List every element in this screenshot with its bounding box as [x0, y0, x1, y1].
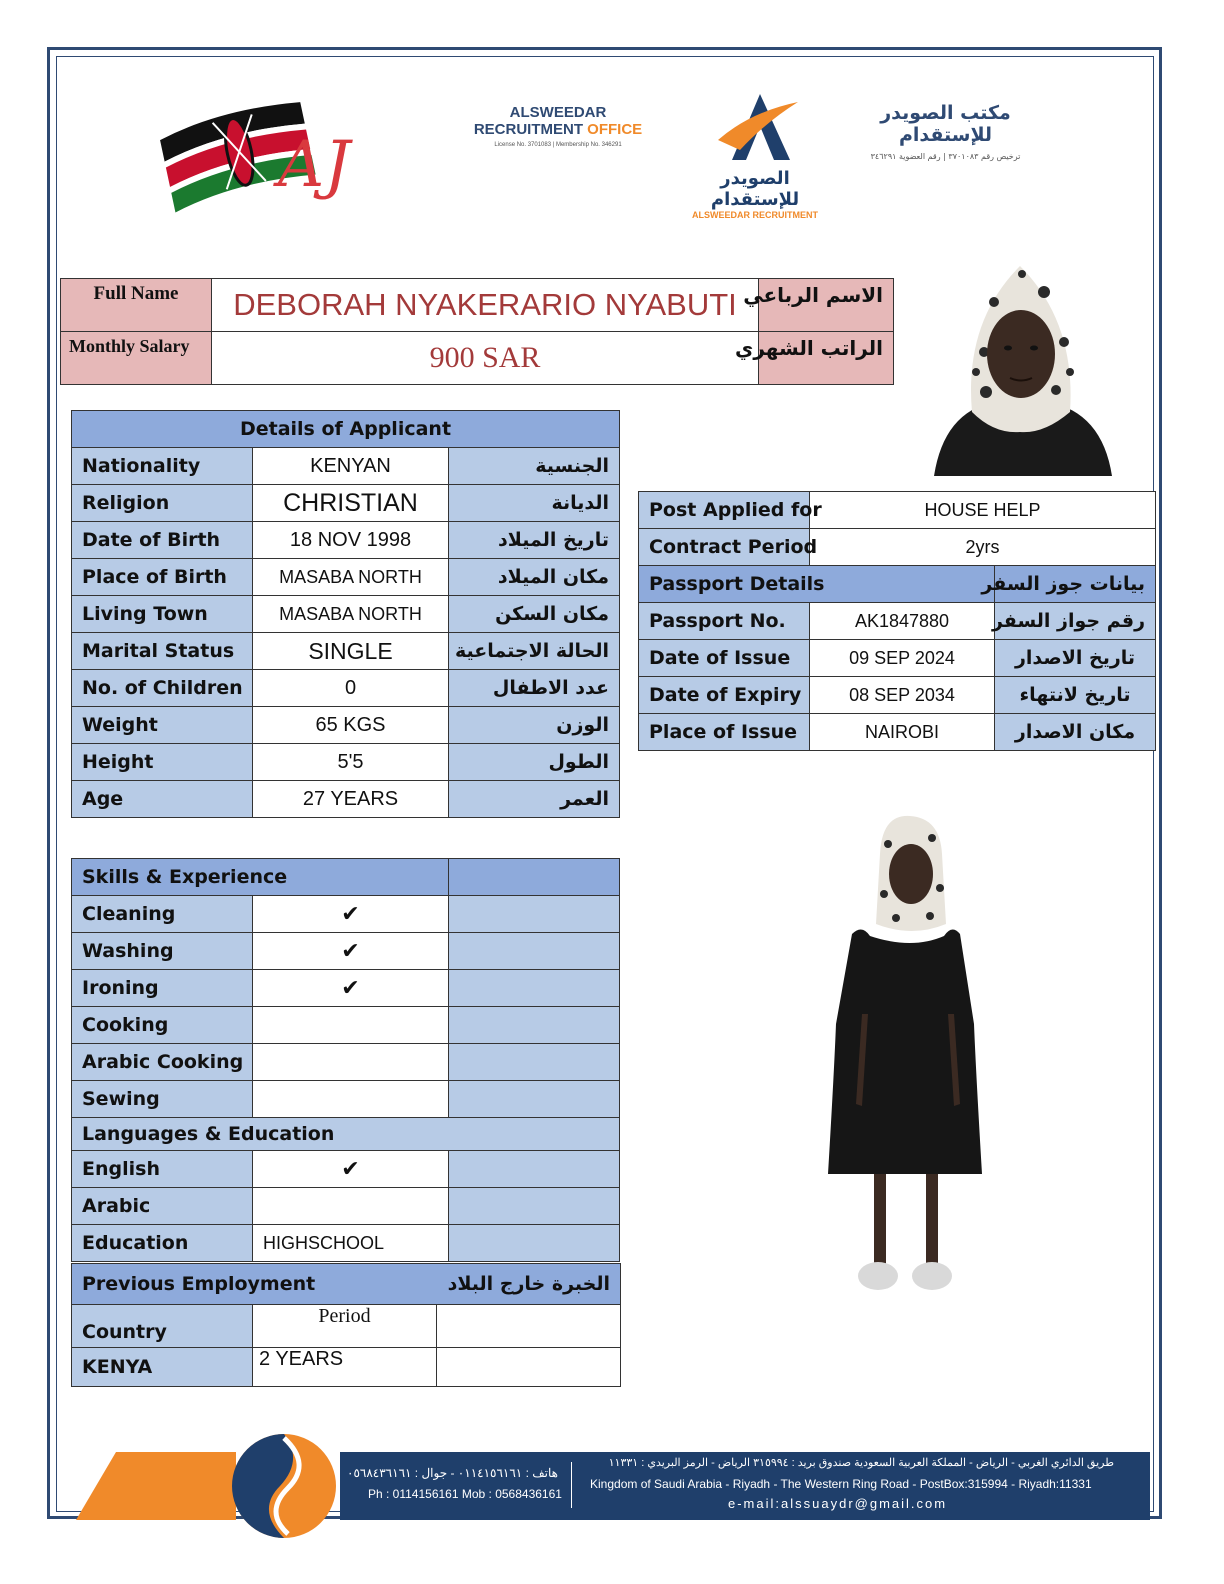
employment-country-header: Country — [72, 1305, 253, 1348]
alsweedar-center-logo — [680, 92, 830, 220]
language-label: Arabic — [72, 1188, 253, 1225]
post-label: Contract Period — [639, 529, 810, 566]
skill-label: Cooking — [72, 1007, 253, 1044]
footer-address-en: Kingdom of Saudi Arabia - Riyadh - The Western Ring Road - PostBox:315994 - Riyadh:11331 — [590, 1477, 1092, 1491]
footer-phone-en: Ph : 0114156161 Mob : 0568436161 — [368, 1487, 562, 1501]
employment-blank — [437, 1348, 621, 1387]
center-logo-en: ALSWEEDAR RECRUITMENT — [692, 210, 818, 220]
skill-label: Cleaning — [72, 896, 253, 933]
passport-ar-label: تاريخ لانتهاء — [995, 677, 1156, 714]
skill-check: ✔ — [253, 970, 449, 1007]
post-value: 2yrs — [810, 529, 1156, 566]
details-label: Age — [72, 781, 253, 818]
employment-country: KENYA — [72, 1348, 253, 1387]
details-label: Marital Status — [72, 633, 253, 670]
footer-address-ar: طريق الدائري الغربي - الرياض - المملكة العربية السعودية صندوق بريد : ٣١٥٩٩٤ الرياض - الرمز البريدي : ١١٣٣١ — [608, 1457, 1114, 1469]
language-blank — [449, 1151, 620, 1188]
skill-row — [72, 933, 620, 970]
salary-label: Monthly Salary — [61, 332, 212, 385]
language-row — [72, 1151, 620, 1188]
passport-row — [639, 603, 1156, 640]
skills-header: Skills & Experience — [72, 859, 449, 896]
details-value: MASABA NORTH — [253, 596, 449, 633]
right-logo-sub: ترخيص رقم ٣٧٠١٠٨٣ | رقم العضوية ٣٤٦٢٩١ — [870, 152, 1021, 161]
skill-check — [253, 1007, 449, 1044]
employment-table — [71, 1263, 621, 1387]
details-ar-label: الجنسية — [449, 448, 620, 485]
skill-label: Sewing — [72, 1081, 253, 1118]
passport-value: AK1847880 — [810, 603, 995, 640]
office-logo-license: License No. 3701083 | Membership No. 346291 — [494, 142, 622, 148]
skill-label: Washing — [72, 933, 253, 970]
skill-row — [72, 970, 620, 1007]
office-logo-recruitment: RECRUITMENT — [473, 121, 583, 138]
passport-row — [639, 714, 1156, 751]
language-row — [72, 1225, 620, 1262]
details-label: Height — [72, 744, 253, 781]
details-ar-label: الديانة — [449, 485, 620, 522]
skill-blank — [449, 933, 620, 970]
details-value: 27 YEARS — [253, 781, 449, 818]
applicant-full-body-photo — [822, 814, 992, 1298]
skill-label: Arabic Cooking — [72, 1044, 253, 1081]
post-value: HOUSE HELP — [810, 492, 1156, 529]
employment-header: Previous Employment — [72, 1264, 437, 1305]
details-value: SINGLE — [253, 633, 449, 670]
details-row — [72, 522, 620, 559]
details-label: Place of Birth — [72, 559, 253, 596]
skill-label: Ironing — [72, 970, 253, 1007]
skill-row — [72, 896, 620, 933]
passport-row — [639, 677, 1156, 714]
skills-header-blank — [449, 859, 620, 896]
skill-check — [253, 1081, 449, 1118]
right-logo-title: مكتب الصويدر للإستقدام — [880, 102, 1011, 146]
name-salary-table — [60, 278, 894, 385]
details-row — [72, 633, 620, 670]
skill-blank — [449, 1044, 620, 1081]
passport-header-ar: بيانات جوز السفر — [995, 566, 1156, 603]
employment-row — [72, 1348, 621, 1387]
details-label: Date of Birth — [72, 522, 253, 559]
skill-row — [72, 1007, 620, 1044]
language-check — [253, 1188, 449, 1225]
details-row — [72, 596, 620, 633]
passport-value: NAIROBI — [810, 714, 995, 751]
post-row — [639, 492, 1156, 529]
language-blank — [449, 1225, 620, 1262]
kenya-flag-logo — [158, 86, 368, 206]
details-row — [72, 485, 620, 522]
passport-ar-label: تاريخ الاصدار — [995, 640, 1156, 677]
passport-value: 09 SEP 2024 — [810, 640, 995, 677]
details-label: Nationality — [72, 448, 253, 485]
applicant-portrait-photo — [924, 262, 1118, 476]
center-logo-ar: الصويدر للإستقدام — [710, 168, 800, 210]
details-row — [72, 781, 620, 818]
skills-table — [71, 858, 620, 1262]
education-value: HIGHSCHOOL — [253, 1225, 449, 1262]
passport-header: Passport Details — [639, 566, 995, 603]
details-ar-label: تاريخ الميلاد — [449, 522, 620, 559]
skill-blank — [449, 970, 620, 1007]
footer-phone-ar: هاتف : ٠١١٤١٥٦١٦١ - جوال : ٠٥٦٨٤٣٦١٦١ — [347, 1466, 558, 1480]
alsweedar-office-logo — [468, 104, 648, 148]
passport-label: Date of Expiry — [639, 677, 810, 714]
full-name-value: DEBORAH NYAKERARIO NYABUTI — [212, 279, 759, 332]
letter-a-logo-icon — [710, 92, 800, 164]
details-value: CHRISTIAN — [253, 485, 449, 522]
details-ar-label: العمر — [449, 781, 620, 818]
full-name-ar-label: الاسم الرباعي — [759, 279, 894, 332]
passport-value: 08 SEP 2034 — [810, 677, 995, 714]
details-ar-label: مكان الميلاد — [449, 559, 620, 596]
footer-logo-shapes — [76, 1430, 356, 1540]
details-ar-label: الطول — [449, 744, 620, 781]
skill-blank — [449, 1007, 620, 1044]
details-value: KENYAN — [253, 448, 449, 485]
footer-email: e-mail:alssuaydr@gmail.com — [728, 1496, 948, 1511]
office-logo-office: OFFICE — [587, 121, 643, 138]
languages-header: Languages & Education — [72, 1118, 620, 1151]
details-value: 65 KGS — [253, 707, 449, 744]
salary-value: 900 SAR — [212, 332, 759, 385]
details-ar-label: الحالة الاجتماعية — [449, 633, 620, 670]
passport-label: Place of Issue — [639, 714, 810, 751]
employment-header-ar: الخبرة خارج البلاد — [437, 1264, 621, 1305]
skill-check: ✔ — [253, 896, 449, 933]
skill-blank — [449, 896, 620, 933]
details-value: 5'5 — [253, 744, 449, 781]
footer-divider — [571, 1462, 572, 1508]
skill-blank — [449, 1081, 620, 1118]
details-label: Weight — [72, 707, 253, 744]
details-row — [72, 670, 620, 707]
details-table — [71, 410, 620, 818]
language-label: Education — [72, 1225, 253, 1262]
passport-label: Date of Issue — [639, 640, 810, 677]
employment-period-header: Period — [253, 1305, 437, 1348]
details-value: 18 NOV 1998 — [253, 522, 449, 559]
language-blank — [449, 1188, 620, 1225]
post-row — [639, 529, 1156, 566]
language-label: English — [72, 1151, 253, 1188]
passport-ar-label: مكان الاصدار — [995, 714, 1156, 751]
details-value: MASABA NORTH — [253, 559, 449, 596]
salary-ar-label: الراتب الشهري — [759, 332, 894, 385]
passport-label: Passport No. — [639, 603, 810, 640]
details-row — [72, 707, 620, 744]
details-ar-label: الوزن — [449, 707, 620, 744]
skill-row — [72, 1081, 620, 1118]
details-label: Religion — [72, 485, 253, 522]
arabic-office-logo — [848, 102, 1043, 161]
details-label: Living Town — [72, 596, 253, 633]
full-name-label: Full Name — [61, 279, 212, 332]
passport-row — [639, 640, 1156, 677]
skill-row — [72, 1044, 620, 1081]
svg-text:AJ: AJ — [278, 128, 350, 202]
passport-table — [638, 491, 1156, 751]
office-logo-line1: ALSWEEDAR — [509, 104, 607, 121]
details-ar-label: عدد الاطفال — [449, 670, 620, 707]
details-row — [72, 448, 620, 485]
details-row — [72, 559, 620, 596]
skill-check — [253, 1044, 449, 1081]
language-row — [72, 1188, 620, 1225]
details-row — [72, 744, 620, 781]
skill-check: ✔ — [253, 933, 449, 970]
employment-blank-header — [437, 1305, 621, 1348]
details-ar-label: مكان السكن — [449, 596, 620, 633]
details-value: 0 — [253, 670, 449, 707]
passport-ar-label: رقم جواز السفر — [995, 603, 1156, 640]
details-label: No. of Children — [72, 670, 253, 707]
post-label: Post Applied for — [639, 492, 810, 529]
employment-period: 2 YEARS — [253, 1348, 437, 1387]
details-header: Details of Applicant — [72, 411, 620, 448]
language-check: ✔ — [253, 1151, 449, 1188]
